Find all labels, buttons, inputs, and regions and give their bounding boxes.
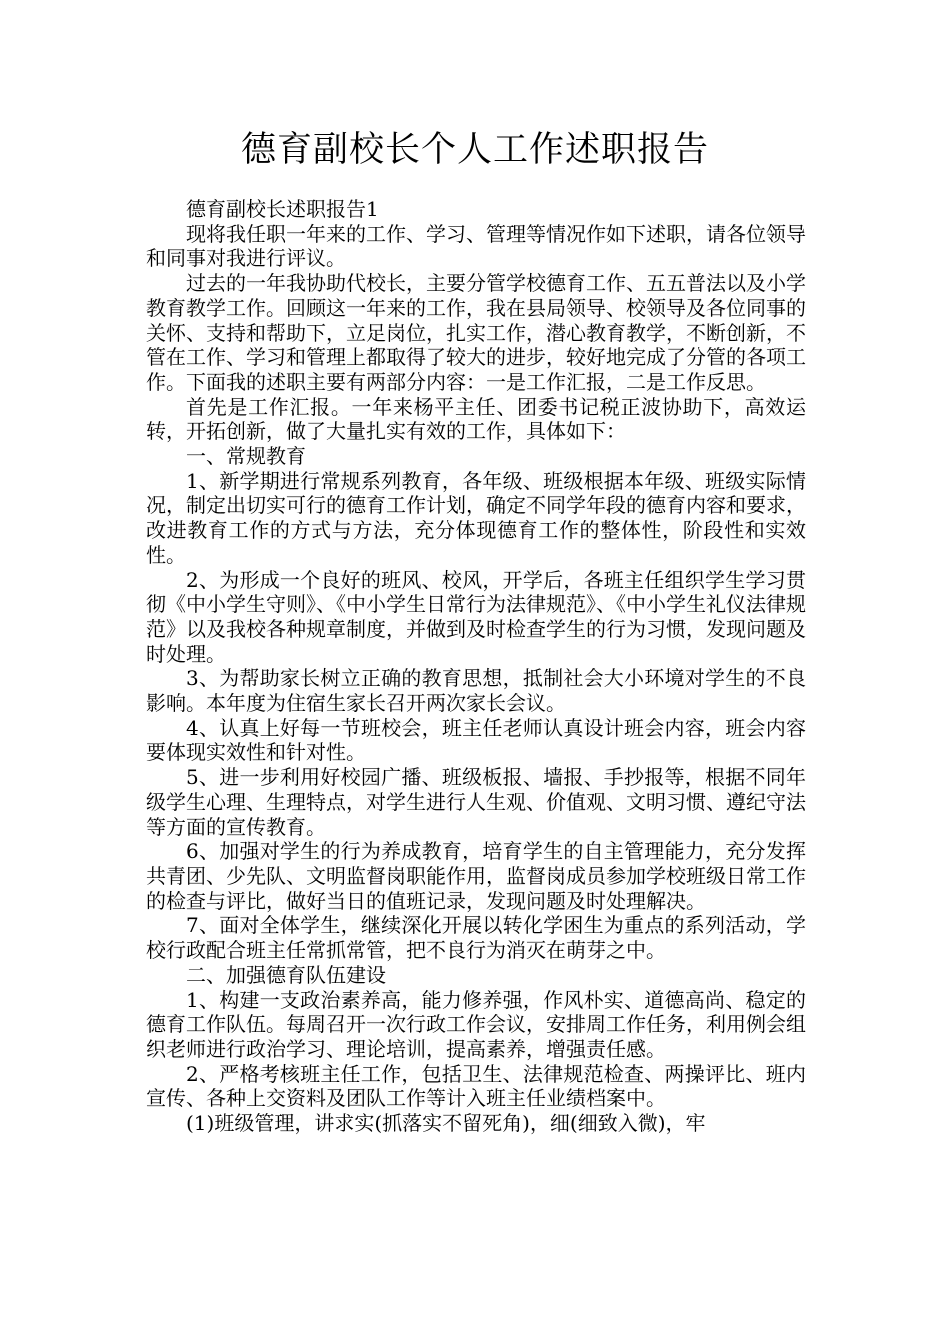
paragraph: 现将我任职一年来的工作、学习、管理等情况作如下述职，请各位领导和同事对我进行评议。 xyxy=(146,221,806,271)
section-heading: 一、常规教育 xyxy=(186,444,306,469)
paragraph: 1、新学期进行常规系列教育，各年级、班级根据本年级、班级实际情况，制定出切实可行的德育工作计划，确定不同学年段的德育内容和要求，改进教育工作的方式与方法，充分体现德育工作的整体性，阶段性和实效性。 xyxy=(146,468,806,567)
paragraph: 2、严格考核班主任工作，包括卫生、法律规范检查、两操评比、班内宣传、各种上交资料及团队工作等计入班主任业绩档案中。 xyxy=(146,1061,806,1111)
section-heading: 二、加强德育队伍建设 xyxy=(186,962,386,987)
paragraph: 德育副校长述职报告1 xyxy=(186,197,379,221)
paragraph: 6、加强对学生的行为养成教育，培育学生的自主管理能力，充分发挥共青团、少先队、文明监督岗职能作用，监督岗成员参加学校班级日常工作的检查与评比，做好当日的值班记录，发现问题及时处理解决。 xyxy=(146,839,806,913)
paragraph: 3、为帮助家长树立正确的教育思想，抵制社会大小环境对学生的不良影响。本年度为住宿生家长召开两次家长会议。 xyxy=(146,666,806,716)
paragraph: (1)班级管理，讲求实(抓落实不留死角)，细(细致入微)，牢 xyxy=(186,1111,706,1136)
paragraph: 5、进一步利用好校园广播、班级板报、墙报、手抄报等，根据不同年级学生心理、生理特点，对学生进行人生观、价值观、文明习惯、遵纪守法等方面的宣传教育。 xyxy=(146,765,806,839)
paragraph: 4、认真上好每一节班校会，班主任老师认真设计班会内容，班会内容要体现实效性和针对性。 xyxy=(146,715,806,765)
paragraph: 过去的一年我协助代校长，主要分管学校德育工作、五五普法以及小学教育教学工作。回顾这一年来的工作，我在县局领导、校领导及各位同事的关怀、支持和帮助下，立足岗位，扎实工作，潜心教育教学，不断创新，不管在工作、学习和管理上都取得了较大的进步，较好地完成了分管的各项工作。下面我的述职主要有两部分内容：一是工作汇报，二是工作反思。 xyxy=(146,271,806,394)
paragraph: 2、为形成一个良好的班风、校风，开学后，各班主任组织学生学习贯彻《中小学生守则》、《中小学生日常行为法律规范》、《中小学生礼仪法律规范》以及我校各种规章制度，并做到及时检查学生的行为习惯，发现问题及时处理。 xyxy=(146,567,806,666)
paragraph: 1、构建一支政治素养高，能力修养强，作风朴实、道德高尚、稳定的德育工作队伍。每周召开一次行政工作会议，安排周工作任务，利用例会组织老师进行政治学习、理论培训，提高素养，增强责任感。 xyxy=(146,987,806,1061)
paragraph: 7、面对全体学生，继续深化开展以转化学困生为重点的系列活动，学校行政配合班主任常抓常管，把不良行为消灭在萌芽之中。 xyxy=(146,913,806,963)
document-body xyxy=(146,197,806,1136)
paragraph: 首先是工作汇报。一年来杨平主任、团委书记税正波协助下，高效运转，开拓创新，做了大量扎实有效的工作，具体如下： xyxy=(146,394,806,444)
document-title: 德育副校长个人工作述职报告 xyxy=(240,130,709,170)
